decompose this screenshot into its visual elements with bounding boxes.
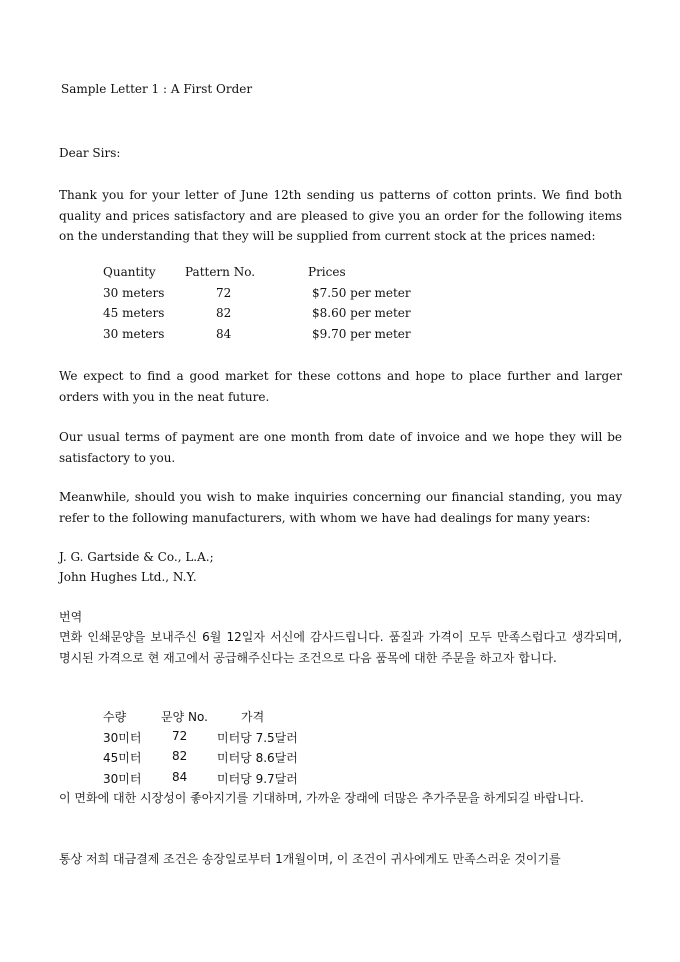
cell-pattern: 84 — [172, 769, 188, 784]
cell-quantity: 30미터 — [103, 730, 142, 745]
cell-price: $7.50 per meter — [312, 285, 411, 300]
cell-pattern: 84 — [216, 326, 232, 341]
cell-price: $8.60 per meter — [312, 306, 411, 320]
cell-quantity: 30미터 — [103, 771, 142, 786]
cell-pattern: 72 — [172, 728, 188, 743]
column-header-prices: Prices — [308, 265, 346, 279]
cell-price: $9.70 per meter — [312, 326, 411, 341]
cell-pattern: 72 — [216, 285, 232, 300]
korean-paragraph-market: 이 면화에 대한 시장성이 좋아지기를 기대하며, 가까운 장래에 더많은 추가주문을 하게되길 바랍니다. — [59, 791, 584, 805]
reference-1: J. G. Gartside & Co., L.A.; — [59, 550, 214, 564]
paragraph-market: We expect to find a good market for these cottons and hope to place further and larger orders with you in the neat future. — [59, 369, 622, 404]
cell-pattern: 82 — [172, 749, 188, 763]
cell-pattern: 82 — [216, 306, 232, 320]
salutation: Dear Sirs: — [59, 146, 121, 160]
column-header-quantity: Quantity — [103, 265, 156, 279]
paragraph-references-intro: Meanwhile, should you wish to make inquiries concerning our financial standing, you may refer to the following manufacturers, with whom we have had dealings for many years: — [59, 490, 622, 525]
column-header-pattern: 문양 No. — [161, 710, 208, 724]
cell-quantity: 45 meters — [103, 306, 165, 320]
letter-title: Sample Letter 1 : A First Order — [61, 82, 253, 96]
korean-paragraph-payment-terms: 통상 저희 대금결제 조건은 송장일로부터 1개월이며, 이 조건이 귀사에게도 만족스러운 것이기를 — [59, 852, 561, 866]
column-header-prices: 가격 — [241, 710, 265, 724]
cell-quantity: 45미터 — [103, 751, 142, 765]
column-header-quantity: 수량 — [103, 710, 127, 724]
translation-heading: 번역 — [59, 610, 83, 624]
paragraph-order-intro: Thank you for your letter of June 12th sending us patterns of cotton prints. We find both quality and prices satisfactory and are pleased to give you an order for the following items on the understanding that they will be supplied from current stock at the prices named: — [59, 188, 622, 243]
column-header-pattern: Pattern No. — [185, 265, 256, 279]
reference-2: John Hughes Ltd., N.Y. — [59, 570, 197, 584]
cell-quantity: 30 meters — [103, 285, 165, 300]
cell-quantity: 30 meters — [103, 326, 165, 341]
paragraph-payment-terms: Our usual terms of payment are one month from date of invoice and we hope they will be satisfactory to you. — [59, 430, 622, 465]
korean-paragraph-order-intro: 면화 인쇄문양을 보내주신 6월 12일자 서신에 감사드립니다. 품질과 가격이 모두 만족스럽다고 생각되며, 명시된 가격으로 현 재고에서 공급해주신다는 조건으로 다음 품목에 대한 주문을 하고자 합니다. — [59, 630, 622, 665]
cell-price: 미터당 7.5달러 — [217, 730, 298, 745]
cell-price: 미터당 9.7달러 — [217, 771, 298, 786]
cell-price: 미터당 8.6달러 — [217, 751, 298, 765]
